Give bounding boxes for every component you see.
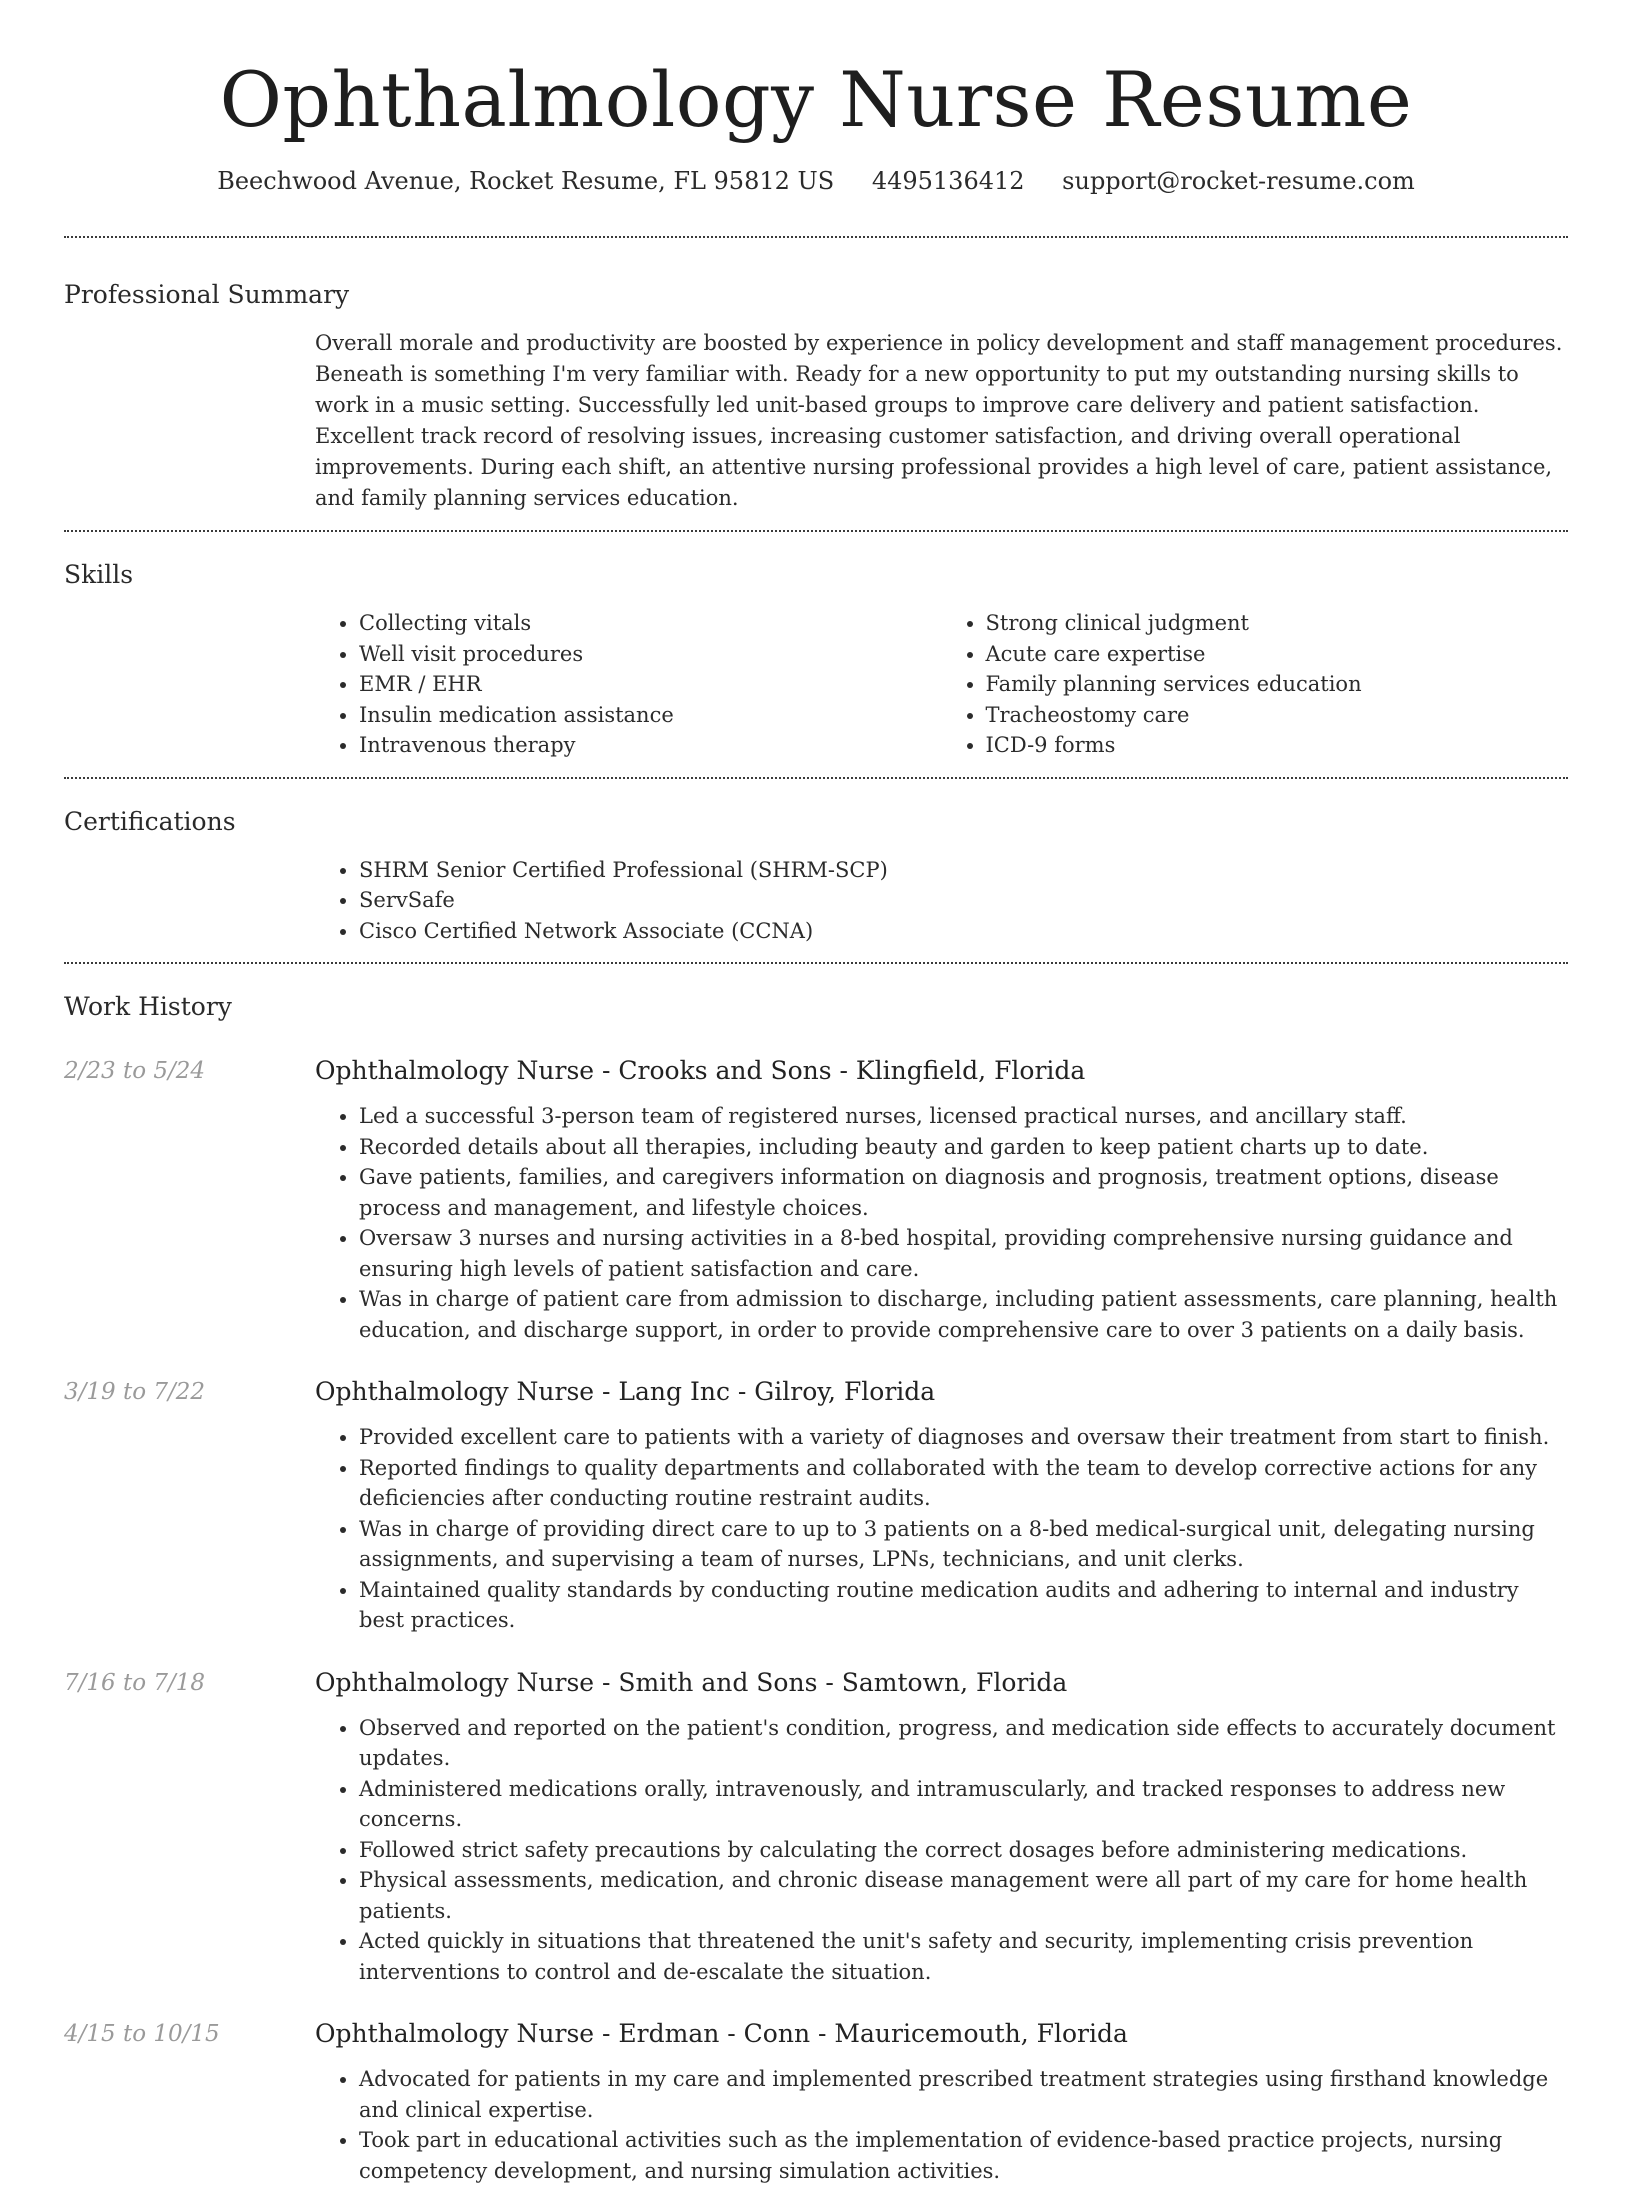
job-bullet: • Led a successful 3-person team of registered nurses, licensed practical nurses, and ancillary staff.: [359, 1101, 1568, 1132]
job-bullet: • Took part in educational activities such as the implementation of evidence-based practice projects, nursing competency development, and nursing simulation activities.: [359, 2125, 1568, 2186]
job-bullet: • Provided excellent care to patients with a variety of diagnoses and oversaw their treatment from start to finish.: [359, 1422, 1568, 1453]
job-bullet: • Followed strict safety precautions by calculating the correct dosages before administering medications.: [359, 1835, 1568, 1866]
professional-summary-section: [64, 238, 1568, 530]
job-bullets: [315, 2064, 1568, 2186]
contact-email: support@rocket-resume.com: [1062, 167, 1415, 195]
job-entry: [64, 2017, 1568, 2186]
section-heading: Skills: [64, 560, 134, 589]
job-bullet: • Observed and reported on the patient's condition, progress, and medication side effects to accurately document updates.: [359, 1713, 1568, 1774]
job-bullet: • Administered medications orally, intravenously, and intramuscularly, and tracked responses to address new concerns.: [359, 1774, 1568, 1835]
job-title: Ophthalmology Nurse - Lang Inc - Gilroy, Florida: [315, 1377, 936, 1406]
skills-grid: [315, 608, 1568, 761]
work-history-section: [64, 964, 1568, 2202]
job-bullet: • Reported findings to quality departments and collaborated with the team to develop corrective actions for any deficiencies after conducting routine restraint audits.: [359, 1453, 1568, 1514]
certifications-list: [315, 855, 1568, 947]
summary-text: Overall morale and productivity are boosted by experience in policy development and staff management procedures. Beneath is something I'm very familiar with. Ready for a new opportunity to put my outstanding nursing skills to work in a music setting. Successfully led unit-based groups to improve care delivery and patient satisfaction. Excellent track record of resolving issues, increasing customer satisfaction, and driving overall operational improvements. During each shift, an attentive nursing professional provides a high level of care, patient assistance, and family planning services education.: [315, 331, 1563, 510]
job-bullet: • Gave patients, families, and caregivers information on diagnosis and prognosis, treatment options, disease process and management, and lifestyle choices.: [359, 1162, 1568, 1223]
certifications-content: [315, 855, 1568, 947]
job-bullet: • Recorded details about all therapies, including beauty and garden to keep patient charts up to date.: [359, 1132, 1568, 1163]
skill-item: • Acute care expertise: [986, 639, 1569, 670]
certification-item: • Cisco Certified Network Associate (CCNA): [359, 916, 1568, 947]
job-bullet: • Maintained quality standards by conducting routine medication audits and adhering to internal and industry best practices.: [359, 1575, 1568, 1636]
resume-page: [64, 0, 1568, 2183]
skill-item: • Collecting vitals: [359, 608, 942, 639]
skills-list-right: [942, 608, 1569, 761]
skill-item: • Family planning services education: [986, 669, 1569, 700]
job-entry: [64, 1054, 1568, 1345]
job-bullets: [315, 1713, 1568, 1988]
contact-address: Beechwood Avenue, Rocket Resume, FL 95812 US: [217, 167, 835, 195]
section-heading: Work History: [64, 992, 232, 1021]
job-entry: [64, 1375, 1568, 1636]
job-bullet: • Was in charge of patient care from admission to discharge, including patient assessments, care planning, health education, and discharge support, in order to provide comprehensive care to over 3 patients on a daily basis.: [359, 1284, 1568, 1345]
resume-title: Ophthalmology Nurse Resume: [219, 55, 1413, 144]
contact-phone: 4495136412: [871, 167, 1025, 195]
job-bullet: • Physical assessments, medication, and chronic disease management were all part of my care for home health patients.: [359, 1865, 1568, 1926]
skills-list-left: [315, 608, 942, 761]
skills-section: [64, 532, 1568, 777]
skill-item: • ICD-9 forms: [986, 730, 1569, 761]
certification-item: • ServSafe: [359, 885, 1568, 916]
job-dates: 2/23 to 5/24: [64, 1058, 206, 1084]
job-entry: [64, 1666, 1568, 1988]
job-dates: 3/19 to 7/22: [64, 1379, 206, 1405]
job-dates: 7/16 to 7/18: [64, 1669, 206, 1696]
skill-item: • Insulin medication assistance: [359, 700, 942, 731]
job-title: Ophthalmology Nurse - Crooks and Sons - Klingfield, Florida: [315, 1056, 1086, 1085]
job-title: Ophthalmology Nurse - Erdman - Conn - Mauricemouth, Florida: [315, 2019, 1128, 2048]
skill-item: • EMR / EHR: [359, 669, 942, 700]
job-bullet: • Oversaw 3 nurses and nursing activities in a 8-bed hospital, providing comprehensive nursing guidance and ensuring high levels of patient satisfaction and care.: [359, 1223, 1568, 1284]
job-dates: 4/15 to 10/15: [64, 2021, 220, 2047]
certification-item: • SHRM Senior Certified Professional (SHRM-SCP): [359, 855, 1568, 886]
skill-item: • Tracheostomy care: [986, 700, 1569, 731]
job-bullet: • Advocated for patients in my care and implemented prescribed treatment strategies using firsthand knowledge and clinical expertise.: [359, 2064, 1568, 2125]
section-heading: Professional Summary: [64, 280, 350, 309]
job-bullets: [315, 1101, 1568, 1345]
skill-item: • Strong clinical judgment: [986, 608, 1569, 639]
job-bullets: [315, 1422, 1568, 1636]
job-bullet: • Was in charge of providing direct care to up to 3 patients on a 8-bed medical-surgical unit, delegating nursing assignments, and supervising a team of nurses, LPNs, technicians, and unit clerks.: [359, 1514, 1568, 1575]
job-title: Ophthalmology Nurse - Smith and Sons - Samtown, Florida: [315, 1667, 1068, 1697]
certifications-section: [64, 779, 1568, 963]
skill-item: • Well visit procedures: [359, 639, 942, 670]
contact-line: [64, 164, 1568, 198]
job-bullet: • Acted quickly in situations that threatened the unit's safety and security, implementing crisis prevention interventions to control and de-escalate the situation.: [359, 1926, 1568, 1987]
section-heading: Certifications: [64, 806, 236, 836]
skill-item: • Intravenous therapy: [359, 730, 942, 761]
